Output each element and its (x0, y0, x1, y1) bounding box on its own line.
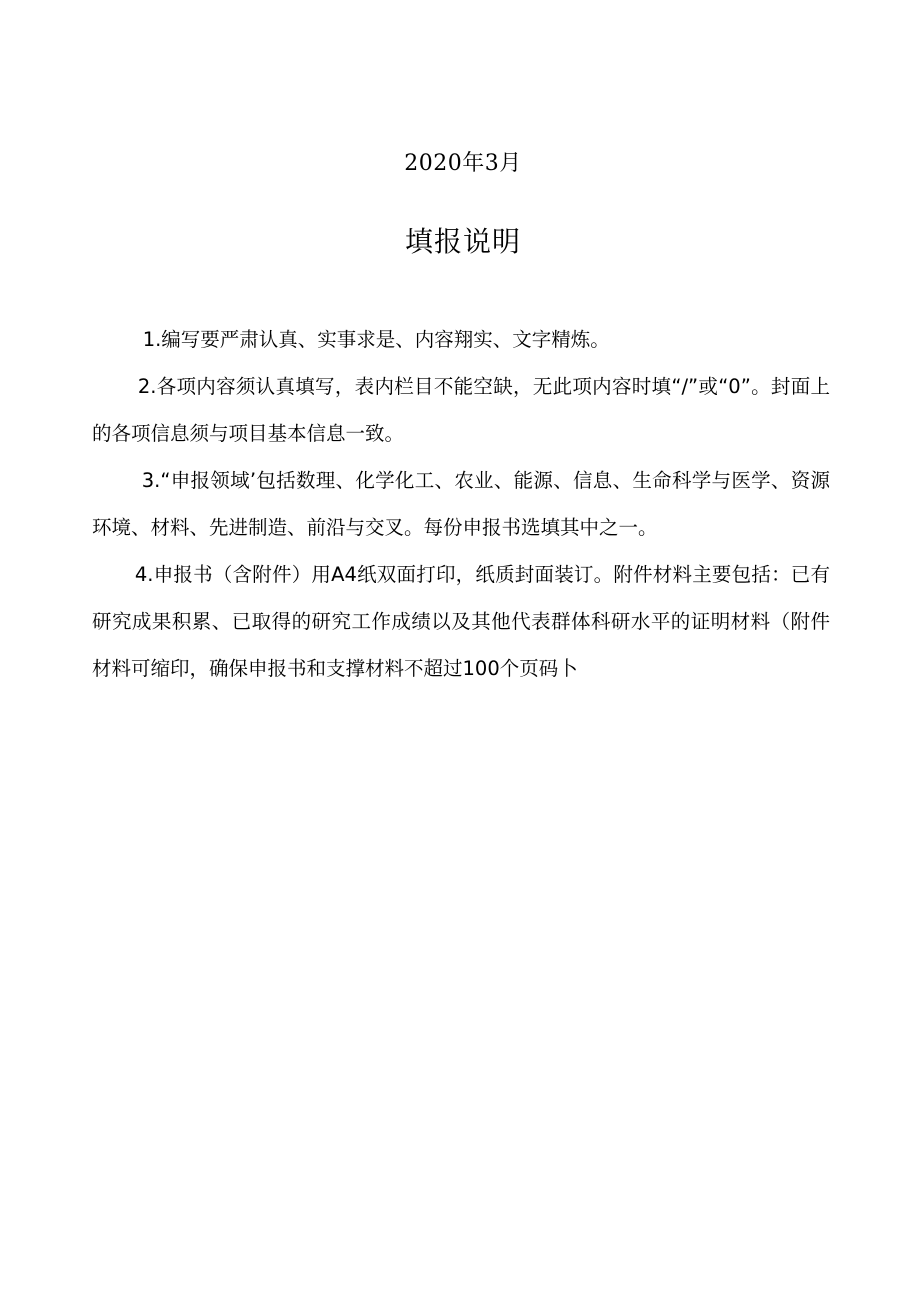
instruction-item-2: 2.各项内容须认真填写，表内栏目不能空缺，无此项内容时填“/”或“0”。封面上的各项信息须与项目基本信息一致。 (92, 375, 830, 445)
instruction-item-4: 4.申报书（含附件）用A4纸双面打印，纸质封面装订。附件材料主要包括：已有研究成果积累、已取得的研究工作成绩以及其他代表群体科研水平的证明材料（附件材料可缩印，确保申报书和支撑材料不超过100个页码卜 (92, 563, 830, 680)
document-date: 2020年3月 (404, 151, 522, 176)
document-title: 填报说明 (404, 225, 521, 258)
instruction-item-3: 3.“申报领域’包括数理、化学化工、农业、能源、信息、生命科学与医学、资源环境、材料、先进制造、前沿与交叉。每份申报书选填其中之一。 (92, 469, 830, 539)
instruction-item-1: 1.编写要严肃认真、实事求是、内容翔实、文字精炼。 (142, 328, 610, 351)
instructions-section (92, 316, 830, 692)
